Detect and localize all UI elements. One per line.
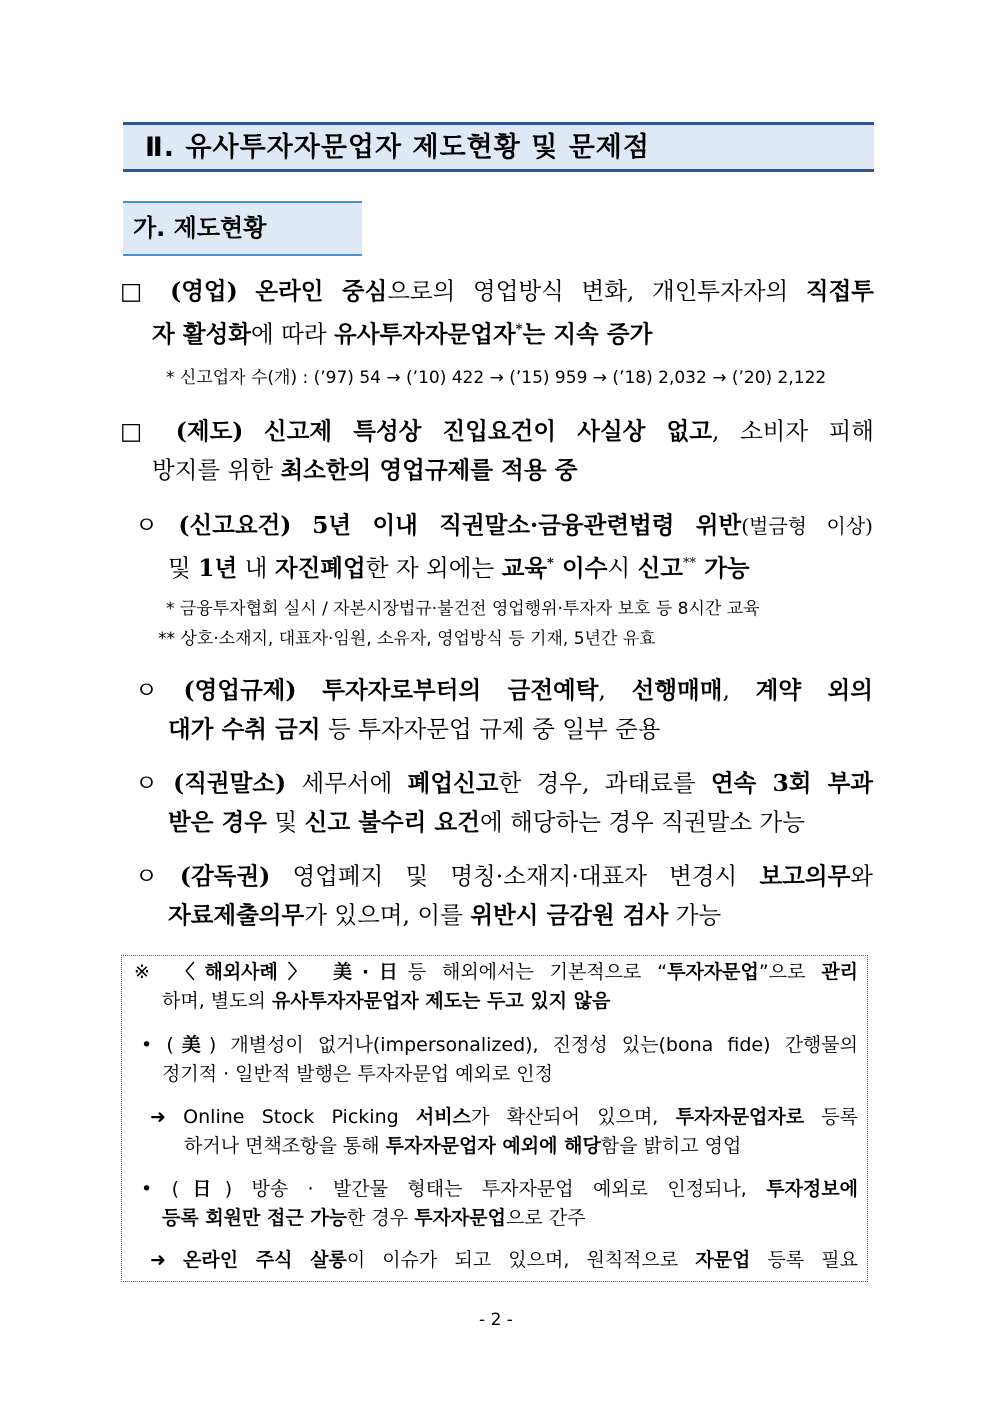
emphasis-text: 투자자문업자로 [675, 1106, 805, 1128]
subsection-title: 가. 제도현황 [123, 201, 362, 256]
body-text: , [722, 676, 756, 704]
country-label: 美 [173, 1034, 209, 1056]
body-text: 및 [168, 553, 199, 582]
bullet-regulation-line-2 [168, 712, 661, 746]
body-text: 함을 밝히고 영업 [600, 1135, 742, 1157]
emphasis-text: 5년 이내 직권말소·금융관련법령 위반 [312, 511, 742, 539]
emphasis-text: 투자자문업 [414, 1207, 506, 1229]
paragraph-2-line-1 [120, 414, 874, 448]
box-us-arrow-line-1 [150, 1103, 858, 1132]
box-jp-line-1 [141, 1175, 858, 1204]
body-text: 등록 [804, 1106, 859, 1128]
box-line-2 [162, 987, 610, 1016]
box-us-arrow-line-2 [184, 1132, 741, 1161]
label-registration: (신고요건) [178, 511, 292, 539]
body-text: 에 따라 [251, 319, 335, 348]
emphasis-text: 신고 [637, 553, 684, 582]
body-text: ( [166, 1034, 174, 1056]
emphasis-text: 최소한의 영업규제를 적용 중 [280, 456, 578, 484]
body-text: (벌금형 이상) [741, 514, 873, 538]
emphasis-text: 등록 회원만 접근 가능 [162, 1207, 348, 1229]
body-text: 등 투자자문업 규제 중 일부 준용 [320, 715, 661, 743]
bullet-supervision-line-1 [135, 859, 873, 893]
body-text: 세무서에 [301, 769, 408, 797]
body-text: 이 이슈가 되고 있으며, 원칙적으로 [346, 1249, 696, 1271]
emphasis-text: 계약 외의 [755, 676, 873, 704]
body-text: ”으로 [758, 961, 822, 983]
arrow-icon: ➜ [150, 1106, 166, 1128]
emphasis-text: 교육 [501, 553, 548, 582]
emphasis-text: 투자자로부터의 금전예탁 [322, 676, 599, 704]
footnote-mark: * [515, 322, 523, 337]
note-validity: ** 상호·소재지, 대표자·임원, 소유자, 영업방식 등 기재, 5년간 유효 [158, 629, 656, 649]
emphasis-text: 가능 [696, 553, 750, 582]
emphasis-text: 온라인 주식 살롱 [183, 1249, 347, 1271]
paragraph-2-line-2 [152, 453, 577, 487]
emphasis-text: 대가 수취 금지 [168, 715, 321, 743]
emphasis-text: 서비스 [415, 1106, 471, 1128]
body-text: 와 [850, 862, 873, 890]
emphasis-text: 선행매매 [631, 676, 723, 704]
emphasis-text: 투자자문업자 예외에 해당 [385, 1135, 601, 1157]
body-text: 하거나 면책조항을 통해 [184, 1135, 386, 1157]
body-text: 방지를 위한 [152, 456, 281, 484]
body-text: Online Stock Picking [183, 1106, 416, 1128]
dot-bullet: • [141, 1178, 153, 1200]
section-title: Ⅱ. 유사투자자문업자 제도현황 및 문제점 [123, 122, 874, 172]
note-education: * 금융투자협회 실시 / 자본시장법규·불건전 영업행위·투자자 보호 등 8시간 교육 [166, 599, 760, 619]
circle-bullet: ㅇ [135, 511, 158, 539]
reference-mark: ※ [134, 961, 160, 983]
body-text: ) 방송 · 발간물 형태는 투자자문업 예외로 인정되나, [224, 1178, 767, 1200]
body-text: 등 해외에서는 기본적으로 “ [407, 961, 668, 983]
body-text: 하며, 별도의 [162, 990, 272, 1012]
body-text: 한 자 외에는 [365, 553, 502, 582]
body-text: 으로 간주 [505, 1207, 586, 1229]
body-text: 가능 [668, 901, 722, 929]
emphasis-text: 폐업신고 [407, 769, 499, 797]
note-registrations: * 신고업자 수(개) : (’97) 54 → (’10) 422 → (’15) 959 → (’18) 2,032 → (’20) 2,122 [166, 368, 827, 388]
footnote-mark: ** [683, 556, 697, 571]
bullet-registration-line-2 [168, 547, 750, 585]
emphasis-text: 연속 3회 부과 [710, 769, 873, 797]
checkbox-marker: □ [120, 277, 153, 305]
emphasis-text: 관리 [821, 961, 859, 983]
label-supervision: (감독권) [179, 862, 271, 890]
emphasis-text: 투자자문업 [667, 961, 759, 983]
bullet-cancellation-line-2 [168, 805, 805, 839]
body-text: 가 확산되어 있으며, [470, 1106, 676, 1128]
body-text: 가 있으며, 이를 [304, 901, 471, 929]
emphasis-text: 1년 [198, 553, 238, 582]
emphasis-text: 자문업 [695, 1249, 751, 1271]
country-label: 日 [179, 1178, 225, 1200]
label-regulation: (영업규제) [183, 676, 297, 704]
emphasis-text: 투자정보에 [766, 1178, 858, 1200]
emphasis-text: 유사투자자문업자 제도는 두고 있지 않음 [271, 990, 611, 1012]
emphasis-text: 받은 경우 [168, 808, 267, 836]
checkbox-marker: □ [120, 417, 156, 445]
body-text: 으로의 영업방식 변화, 개인투자자의 [387, 277, 806, 305]
emphasis-text: 유사투자자문업자 [334, 319, 516, 348]
body-text: 에 해당하는 경우 직권말소 가능 [479, 808, 805, 836]
body-text: 내 [237, 553, 275, 582]
emphasis-text: 신고 불수리 요건 [304, 808, 480, 836]
emphasis-text: 직접투 [805, 277, 874, 305]
circle-bullet: ㅇ [135, 769, 158, 797]
bullet-regulation-line-1 [135, 673, 873, 707]
label-business: (영업) [170, 277, 238, 305]
box-line-1 [134, 958, 858, 987]
emphasis-text: 〈해외사례〉 美·日 [175, 961, 408, 983]
emphasis-text: 자 활성화 [152, 319, 251, 348]
bullet-registration-line-1 [135, 508, 873, 543]
emphasis-text: 는 지속 증가 [522, 319, 653, 348]
emphasis-text: 자진폐업 [274, 553, 366, 582]
paragraph-1-line-2 [152, 313, 652, 351]
emphasis-text: 위반시 금감원 검사 [470, 901, 669, 929]
box-us-line-1 [141, 1031, 858, 1060]
body-text: ( [171, 1178, 180, 1200]
page-number: - 2 - [479, 1310, 513, 1330]
footnote-mark: * [547, 556, 554, 571]
emphasis-text: 자료제출의무 [168, 901, 305, 929]
emphasis-text: 온라인 중심 [255, 277, 388, 305]
label-system: (제도) [175, 417, 244, 445]
bullet-cancellation-line-1 [135, 766, 873, 800]
body-text: 등록 필요 [750, 1249, 858, 1271]
circle-bullet: ㅇ [135, 862, 158, 890]
body-text: , 소비자 피해 [712, 417, 874, 445]
body-text: , [598, 676, 632, 704]
arrow-icon: ➜ [150, 1249, 166, 1271]
emphasis-text: 신고제 특성상 진입요건이 사실상 없고 [263, 417, 712, 445]
paragraph-1-line-1 [120, 274, 874, 308]
emphasis-text: 보고의무 [759, 862, 851, 890]
body-text: 시 [607, 553, 638, 582]
box-jp-line-2 [162, 1204, 585, 1233]
box-us-line-2: 정기적 · 일반적 발행은 투자자문업 예외로 인정 [162, 1063, 554, 1085]
bullet-supervision-line-2 [168, 898, 721, 932]
circle-bullet: ㅇ [135, 676, 158, 704]
body-text: 한 경우 [347, 1207, 415, 1229]
body-text: 및 [267, 808, 305, 836]
label-cancellation: (직권말소) [173, 769, 287, 797]
body-text: 한 경우, 과태료를 [498, 769, 711, 797]
body-text: ) 개별성이 없거나(impersonalized), 진정성 있는(bona fide) 간행물의 [208, 1034, 858, 1056]
emphasis-text: 이수 [553, 553, 608, 582]
box-jp-arrow-line [150, 1246, 858, 1275]
body-text: 영업폐지 및 명칭·소재지·대표자 변경시 [292, 862, 760, 890]
dot-bullet: • [141, 1034, 153, 1056]
